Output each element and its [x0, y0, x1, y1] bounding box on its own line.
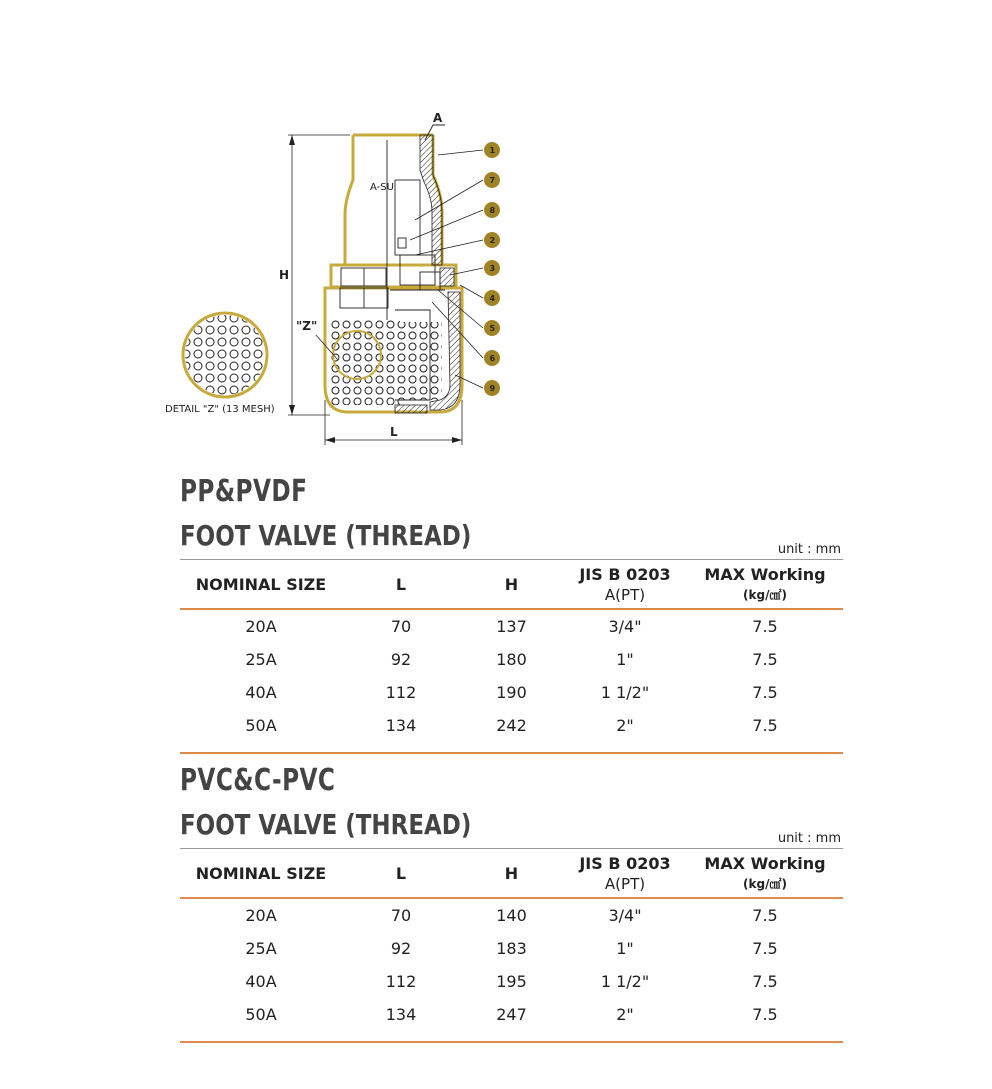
- cell-jis: 2": [616, 716, 634, 735]
- col-nominal-size: NOMINAL SIZE: [195, 574, 327, 594]
- cell-nominal-size: 50A: [245, 716, 277, 735]
- cell-h: 140: [496, 906, 527, 925]
- table-row: [180, 709, 843, 753]
- label-h: H: [279, 268, 290, 282]
- col-max: [687, 849, 843, 899]
- cell-nominal-size: 50A: [245, 1005, 277, 1024]
- cell-nominal-size: 20A: [245, 906, 277, 925]
- cell-l: 92: [390, 939, 412, 958]
- callout-number: 1: [489, 146, 496, 155]
- cell-jis: 1 1/2": [600, 683, 650, 702]
- col-max-title: MAX Working: [704, 854, 826, 873]
- detail-caption: DETAIL "Z" (13 MESH): [165, 404, 275, 415]
- label-z: "Z": [296, 319, 318, 333]
- table-header-row: [180, 560, 843, 610]
- cell-l: 112: [385, 972, 417, 991]
- cell-h: 195: [496, 972, 527, 991]
- spec-table: [180, 559, 843, 754]
- cell-l: 112: [385, 683, 417, 702]
- material-title: PVC&C-PVC: [180, 763, 336, 798]
- cell-max: 7.5: [752, 617, 778, 636]
- foot-valve-drawing: [160, 100, 540, 450]
- cell-max: 7.5: [752, 716, 778, 735]
- col-max-sub: (kg/㎠): [743, 588, 787, 602]
- cell-l: 70: [390, 617, 412, 636]
- cell-l: 92: [390, 650, 412, 669]
- label-l: L: [390, 425, 398, 439]
- table-header-row: [180, 849, 843, 899]
- cell-nominal-size: 40A: [245, 972, 277, 991]
- table-row: [180, 932, 843, 965]
- col-l: L: [395, 574, 407, 594]
- cell-l: 134: [385, 1005, 417, 1024]
- cell-nominal-size: 40A: [245, 683, 277, 702]
- col-jis-title: JIS B 0203: [579, 564, 671, 584]
- col-h: H: [504, 863, 519, 883]
- table-row: [180, 609, 843, 643]
- cell-l: 70: [390, 906, 412, 925]
- cell-jis: 3/4": [608, 617, 642, 636]
- table-row: [180, 965, 843, 998]
- cell-nominal-size: 20A: [245, 617, 277, 636]
- cell-jis: 1": [616, 650, 634, 669]
- material-title: PP&PVDF: [180, 474, 308, 509]
- cell-h: 242: [496, 716, 527, 735]
- table-row: [180, 676, 843, 709]
- label-a: A: [433, 111, 443, 125]
- col-jis-title: JIS B 0203: [579, 853, 671, 873]
- callout-number: 2: [489, 236, 496, 245]
- callout-markers: [484, 142, 500, 396]
- callout-number: 7: [489, 176, 496, 185]
- table-row: [180, 998, 843, 1042]
- cell-nominal-size: 25A: [245, 939, 277, 958]
- table-row: [180, 643, 843, 676]
- unit-label: unit : mm: [777, 542, 841, 557]
- cell-max: 7.5: [752, 972, 778, 991]
- cell-max: 7.5: [752, 683, 778, 702]
- label-asu: A-SU: [370, 182, 394, 193]
- col-max-sub: (kg/㎠): [743, 877, 787, 891]
- product-title: FOOT VALVE (THREAD): [180, 808, 472, 841]
- col-max-title: MAX Working: [704, 565, 826, 584]
- col-h: H: [504, 574, 519, 594]
- cell-max: 7.5: [752, 650, 778, 669]
- cell-nominal-size: 25A: [245, 650, 277, 669]
- unit-label: unit : mm: [777, 831, 841, 846]
- detail-z: [165, 310, 275, 415]
- cell-jis: 1": [616, 939, 634, 958]
- cell-h: 183: [496, 939, 527, 958]
- callout-number: 5: [489, 324, 496, 333]
- strainer-holes-right: [400, 322, 442, 400]
- cell-jis: 3/4": [608, 906, 642, 925]
- cell-jis: 2": [616, 1005, 634, 1024]
- cell-l: 134: [385, 716, 417, 735]
- cell-jis: 1 1/2": [600, 972, 650, 991]
- col-jis-sub: A(PT): [604, 874, 646, 893]
- table-section-2: [180, 763, 843, 1043]
- cell-max: 7.5: [752, 1005, 778, 1024]
- cell-h: 180: [496, 650, 527, 669]
- callout-number: 9: [489, 384, 496, 393]
- callout-number: 8: [489, 206, 496, 215]
- col-nominal-size: NOMINAL SIZE: [195, 863, 327, 883]
- table-section-1: [180, 474, 843, 754]
- cell-max: 7.5: [752, 906, 778, 925]
- table-row: [180, 898, 843, 932]
- col-l: L: [395, 863, 407, 883]
- col-jis: [563, 560, 687, 610]
- col-max: [687, 560, 843, 610]
- col-jis-sub: A(PT): [604, 585, 646, 604]
- spec-table: [180, 848, 843, 1043]
- callout-number: 4: [489, 294, 496, 303]
- cell-max: 7.5: [752, 939, 778, 958]
- col-jis: [563, 849, 687, 899]
- cell-h: 137: [496, 617, 527, 636]
- callout-number: 3: [489, 264, 496, 273]
- cell-h: 247: [496, 1005, 527, 1024]
- cell-h: 190: [496, 683, 527, 702]
- callout-number: 6: [489, 354, 496, 363]
- product-title: FOOT VALVE (THREAD): [180, 519, 472, 552]
